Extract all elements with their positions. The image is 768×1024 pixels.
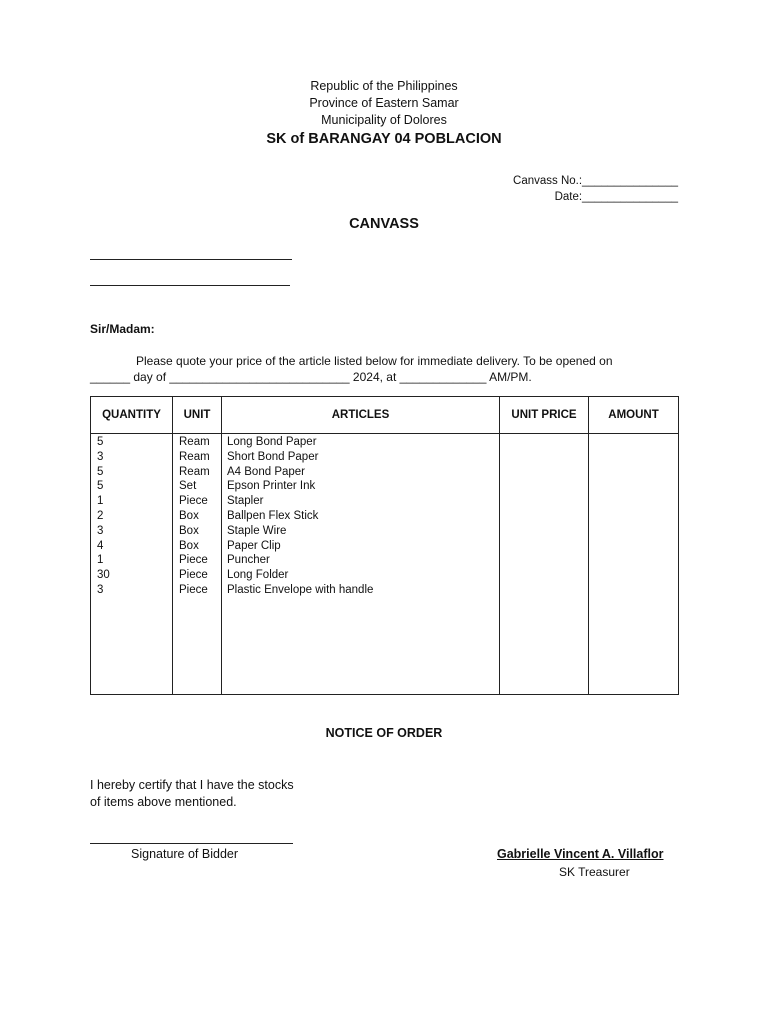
items-table <box>90 396 679 695</box>
certify-line-1: I hereby certify that I have the stocks <box>90 778 294 792</box>
item-unit: Box <box>179 539 199 552</box>
item-qty: 5 <box>97 436 104 448</box>
treasurer-name: Gabrielle Vincent A. Villaflor <box>497 847 664 861</box>
unit-column <box>173 434 222 695</box>
bidder-signature-line <box>90 843 293 844</box>
header-province: Province of Eastern Samar <box>309 96 459 110</box>
item-article: Staple Wire <box>227 524 287 537</box>
item-article: A4 Bond Paper <box>227 465 306 478</box>
item-article: Long Bond Paper <box>227 436 317 448</box>
item-unit: Ream <box>179 465 210 478</box>
unit-price-column <box>500 434 589 695</box>
item-qty: 3 <box>97 583 104 596</box>
item-unit: Box <box>179 524 199 537</box>
item-qty: 1 <box>97 554 104 567</box>
item-article: Ballpen Flex Stick <box>227 509 319 522</box>
articles-column <box>222 434 500 695</box>
item-unit: Ream <box>179 450 210 463</box>
item-article: Long Folder <box>227 569 289 582</box>
body-line-2: ______ day of ___________________________ 2024, at _____________ AM/PM. <box>90 370 532 384</box>
item-qty: 1 <box>97 495 104 508</box>
quantity-column <box>91 434 173 695</box>
item-article: Stapler <box>227 495 264 508</box>
item-qty: 5 <box>97 480 104 493</box>
notice-title: NOTICE OF ORDER <box>325 726 443 740</box>
item-article: Plastic Envelope with handle <box>227 583 374 596</box>
col-header-amount: AMOUNT <box>589 397 679 434</box>
canvass-date: Date:_______________ <box>554 191 678 203</box>
item-unit: Piece <box>179 495 208 508</box>
item-qty: 3 <box>97 450 104 463</box>
recipient-line-2 <box>90 285 290 286</box>
item-unit: Box <box>179 509 199 522</box>
item-qty: 30 <box>97 569 110 582</box>
item-unit: Set <box>179 480 197 493</box>
item-unit: Piece <box>179 569 208 582</box>
bidder-signature-label: Signature of Bidder <box>131 847 239 861</box>
item-unit: Piece <box>179 554 208 567</box>
item-article: Paper Clip <box>227 539 281 552</box>
page-title: CANVASS <box>349 216 419 232</box>
treasurer-title: SK Treasurer <box>559 865 630 879</box>
table-header-row <box>91 397 679 434</box>
item-unit: Ream <box>179 436 210 448</box>
header-org: SK of BARANGAY 04 POBLACION <box>266 131 502 147</box>
item-qty: 5 <box>97 465 104 478</box>
item-article: Short Bond Paper <box>227 450 319 463</box>
certify-line-2: of items above mentioned. <box>90 795 237 809</box>
item-qty: 4 <box>97 539 104 552</box>
item-article: Puncher <box>227 554 270 567</box>
recipient-line-1 <box>90 259 292 260</box>
body-line-1: Please quote your price of the article listed below for immediate delivery. To be opened on <box>136 354 613 368</box>
salutation: Sir/Madam: <box>90 322 155 336</box>
item-article: Epson Printer Ink <box>227 480 316 493</box>
col-header-articles: ARTICLES <box>222 397 500 434</box>
col-header-unit-price: UNIT PRICE <box>500 397 589 434</box>
canvass-number: Canvass No.:_______________ <box>513 175 678 187</box>
item-qty: 2 <box>97 509 104 522</box>
col-header-quantity: QUANTITY <box>91 397 173 434</box>
item-qty: 3 <box>97 524 104 537</box>
item-unit: Piece <box>179 583 208 596</box>
amount-column <box>589 434 679 695</box>
table-body-row <box>91 434 679 695</box>
header-republic: Republic of the Philippines <box>310 79 458 93</box>
header-municipality: Municipality of Dolores <box>321 113 447 127</box>
col-header-unit: UNIT <box>173 397 222 434</box>
